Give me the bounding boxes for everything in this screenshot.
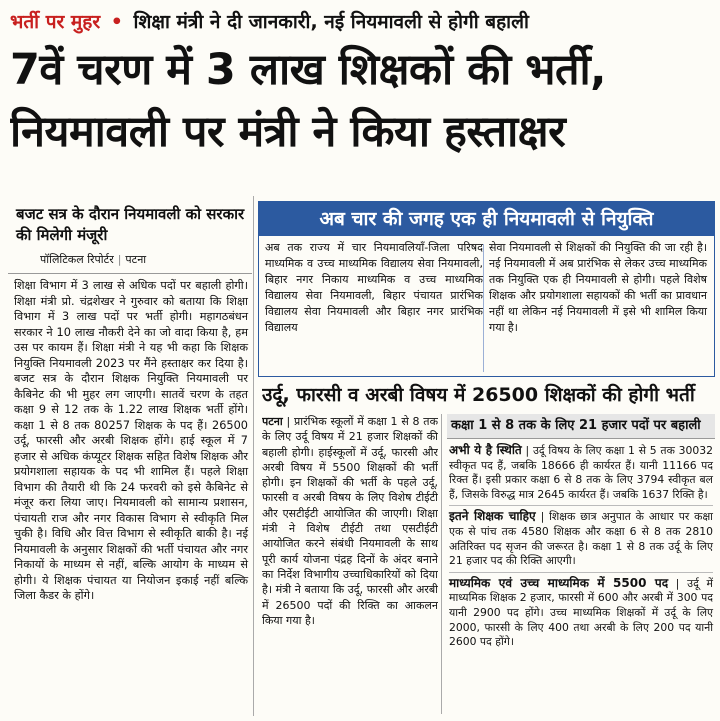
kicker-bullet: • [110, 11, 123, 33]
lead-current-status: अभी ये है स्थिति [449, 443, 522, 457]
info-box-title: अब चार की जगह एक ही नियमावली से नियुक्ति [259, 202, 714, 236]
text-current-status: उर्दू विषय के लिए कक्षा 1 से 5 तक 30032 स्वीकृत पद हैं, जबकि 18666 ही कार्यरत हैं। यानी 11166 पद रिक्त हैं। इसी प्रकार कक्षा 6 से 8 तक के लिए 3794 स्वीकृत बल हैं, जिसके विरुद्ध मात्र 2645 कार्यरत हैं। जबकि 1637 रिक्ति है। [449, 444, 713, 501]
kicker-tag: भर्ती पर मुहर [10, 11, 101, 33]
headline-line-2: नियमावली पर मंत्री ने किया हस्ताक्षर [10, 107, 566, 157]
kicker-text: शिक्षा मंत्री ने दी जानकारी, नई नियमावली से होगी बहाली [133, 11, 529, 33]
byline-author: पॉलिटिकल रिपोर्टर [40, 253, 114, 266]
right-column-body [447, 439, 715, 650]
lead-teachers-needed: इतने शिक्षक चाहिए [449, 509, 536, 524]
paragraph-divider [449, 572, 713, 573]
column-divider [253, 196, 254, 716]
kicker-line [10, 8, 710, 34]
right-column [447, 414, 715, 716]
urdu-section-title: उर्दू, फारसी व अरबी विषय में 26500 शिक्षकों की होगी भर्ती [262, 384, 695, 406]
byline [40, 252, 252, 267]
headline-line-1: 7वें चरण में 3 लाख शिक्षकों की भर्ती, [10, 45, 606, 95]
urdu-body-text: प्रारंभिक स्कूलों में कक्षा 1 से 8 तक के लिए उर्दू विषय में 21 हजार शिक्षकों की बहाली होगी। हाईस्कूलों में उर्दू, फारसी और अरबी विषय में 5500 शिक्षकों की भर्ती होगी। इन शिक्षकों की भर्ती के पहले उर्दू, फारसी व अरबी विषय के लिए विशेष टीईटी और एसटीईटी आयोजित की जाएगी। शिक्षा मंत्री ने विशेष टीईटी तथा एसटीईटी आयोजित करने संबंधी नियमावली के साथ पूरी कार्य योजना पंद्रह दिनों के अंदर बनाने का निर्देश विभागीय उच्चाधिकारियों को दिया है। मंत्री ने बताया कि उर्दू, फारसी और अरबी में 26500 पदों की रिक्ति का आकलन किया गया है। [262, 415, 438, 627]
info-box [258, 201, 715, 377]
info-box-divider [483, 244, 484, 372]
byline-separator: | [117, 253, 122, 266]
info-box-col-2: सेवा नियमावली से शिक्षकों की नियुक्ति की जा रही है। नई नियमावली में अब प्रारंभिक से लेकर उच्च माध्यमिक तक नियुक्ति एक ही नियमावली से होगी। पहले विशेष शिक्षक और प्रयोगशाला सहायकों की भर्ती का प्रावधान नहीं था लेकिन नई नियमावली में इसे भी शामिल किया गया है। [489, 241, 707, 334]
urdu-dateline: पटना [262, 415, 283, 428]
urdu-section-text [262, 414, 438, 628]
left-article [8, 196, 252, 716]
byline-city: पटना [125, 253, 147, 266]
lead-secondary-posts: माध्यमिक एवं उच्च माध्यमिक में 5500 पद [449, 575, 669, 590]
urdu-section-body [262, 414, 438, 716]
urdu-column-divider [441, 414, 442, 714]
info-box-col-1: अब तक राज्य में चार नियमावलियाँ-जिला परिषद माध्यमिक व उच्च माध्यमिक विद्यालय सेवा नियमावली, बिहार नगर निकाय माध्यमिक व उच्च माध्यमिक विद्यालय सेवा नियमावली, बिहार पंचायत प्रारंभिक विद्यालय सेवा नियमावली और बिहार नगर प्रारंभिक विद्यालय [265, 241, 483, 334]
text-teachers-needed: शिक्षक छात्र अनुपात के आधार पर कक्षा एक से पांच तक 4580 शिक्षक और कक्षा 6 से 8 तक 2810 अतिरिक्त पद सृजन की जरूरत है। कक्षा 1 से 8 तक उर्दू के लिए 21 हजार पद की रिक्ति आएगी। [449, 510, 713, 568]
left-article-subhead: बजट सत्र के दौरान नियमावली को सरकार की मिलेगी मंजूरी [16, 205, 245, 244]
right-column-banner: कक्षा 1 से 8 तक के लिए 21 हजार पदों पर बहाली [447, 414, 715, 439]
left-article-rule [8, 273, 252, 274]
paragraph-current-status: अभी ये है स्थिति | उर्दू विषय के लिए कक्षा 1 से 5 तक 30032 स्वीकृत पद हैं, जबकि 18666 ही कार्यरत हैं। यानी 11166 पद रिक्त हैं। इसी प्रकार कक्षा 6 से 8 तक के लिए 3794 स्वीकृत बल हैं, जिसके विरुद्ध मात्र 2645 कार्यरत हैं। जबकि 1637 रिक्ति है। [449, 443, 713, 501]
urdu-dateline-sep: | [286, 415, 291, 428]
paragraph-secondary-posts: माध्यमिक एवं उच्च माध्यमिक में 5500 पद | उर्दू में माध्यमिक शिक्षक 2 हजार, फारसी में 600 और अरबी में 300 पद यानी 2900 पद होंगे। उच्च माध्यमिक शिक्षकों में उर्दू के लिए 2000, फारसी के लिए 400 तथा अरबी के लिए 200 पद यानी 2600 पद होंगे। [449, 575, 713, 649]
paragraph-teachers-needed: इतने शिक्षक चाहिए | शिक्षक छात्र अनुपात के आधार पर कक्षा एक से पांच तक 4580 शिक्षक और कक्षा 6 से 8 तक 2810 अतिरिक्त पद सृजन की जरूरत है। कक्षा 1 से 8 तक उर्दू के लिए 21 हजार पद की रिक्ति आएगी। [449, 509, 713, 568]
text-secondary-posts: उर्दू में माध्यमिक शिक्षक 2 हजार, फारसी में 600 और अरबी में 300 पद यानी 2900 पद होंगे। उच्च माध्यमिक शिक्षकों में उर्दू के लिए 2000, फारसी के लिए 400 तथा अरबी के लिए 200 पद यानी 2600 पद होंगे। [449, 576, 713, 649]
left-article-body: शिक्षा विभाग में 3 लाख से अधिक पदों पर बहाली होगी। शिक्षा मंत्री प्रो. चंद्रशेखर ने गुरुवार को बताया कि शिक्षा विभाग में 3 लाख पदों पर भर्ती होगी। महागठबंधन सरकार ने 10 लाख नौकरी देने का जो वादा किया है, हम उस पर कायम हैं। शिक्षा मंत्री ने यह भी कहा कि शिक्षक नियुक्ति नियमावली 2023 पर मैंने हस्ताक्षर कर दिया है। बजट सत्र के दौरान शिक्षक नियुक्ति नियमावली पर कैबिनेट की भी मुहर लग जाएगी। सातवें चरण के तहत कक्षा 9 से 12 तक के 1.22 लाख शिक्षक भर्ती होंगे। कक्षा 1 से 8 तक 80257 शिक्षक के पद हैं। 26500 उर्दू, फारसी और अरबी शिक्षक होंगे। हाई स्कूल में 7 हजार से अधिक कंप्यूटर शिक्षक सहित विशेष शिक्षक और प्रयोगशाला सहायक के पद भी शामिल हैं। पहले शिक्षा विभाग की तैयारी थी कि 24 फरवरी को इसे कैबिनेट से मंजूर करा लिया जाए। नियमावली को सामान्य प्रशासन, पंचायती राज और नगर विकास विभाग से स्वीकृति मिल चुकी है। विधि और वित्त विभाग से स्वीकृति बाकी है। नई नियमावली के अनुसार शिक्षकों की भर्ती पंचायत और नगर निकायों के माध्यम से नहीं, बल्कि आयोग के माध्यम से होगी। ये शिक्षक पंचायत या नियोजन इकाई नहीं बल्कि जिला कैडर के होंगे। [14, 279, 248, 602]
paragraph-divider [449, 505, 713, 506]
